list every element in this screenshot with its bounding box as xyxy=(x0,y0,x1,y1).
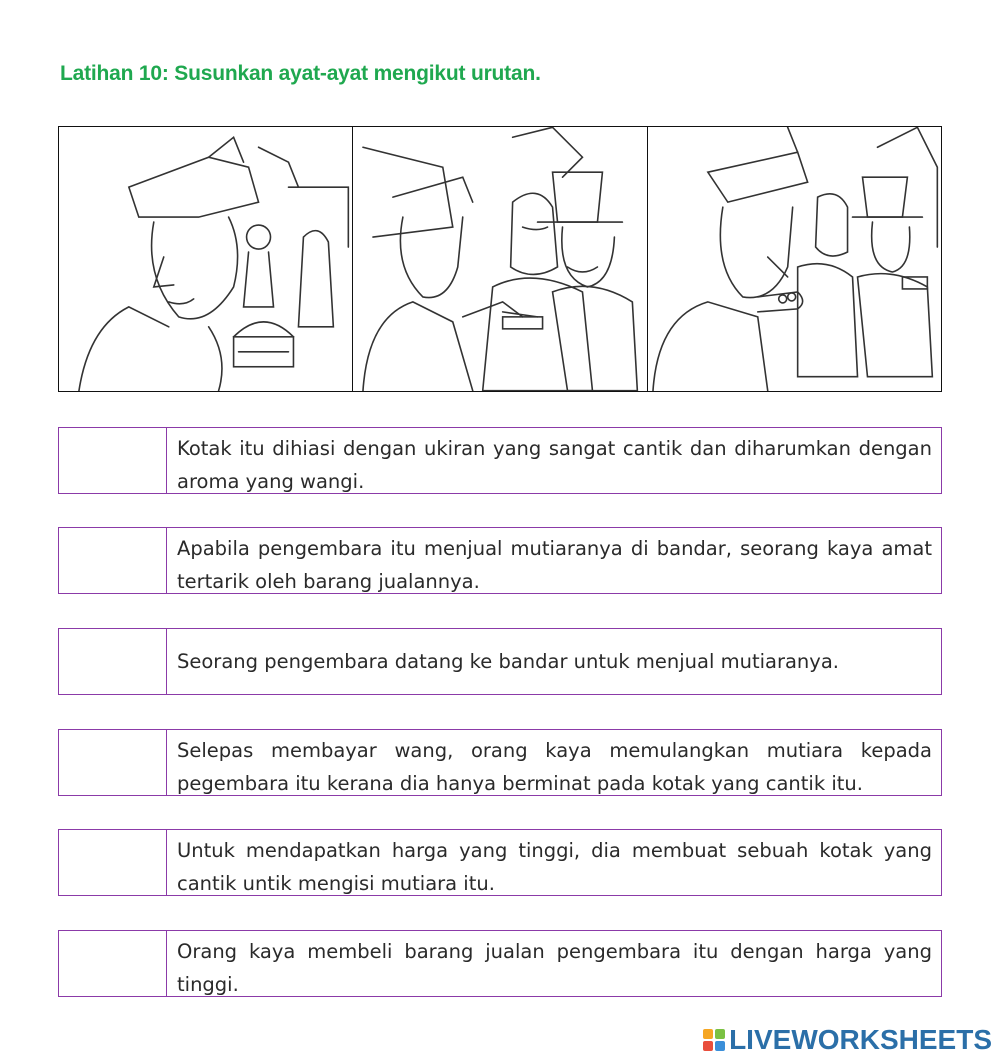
logo-text: LIVEWORKSHEETS xyxy=(729,1024,992,1055)
selling-pearls-illustration xyxy=(353,127,646,391)
liveworksheets-logo[interactable] xyxy=(703,1024,992,1056)
sentence-text: Orang kaya membeli barang jualan pengembara itu dengan harga yang tinggi. xyxy=(177,940,932,996)
order-answer-box[interactable] xyxy=(59,730,167,795)
logo-square xyxy=(703,1041,713,1051)
picture-strip xyxy=(58,126,942,392)
sentence-text: Untuk mendapatkan harga yang tinggi, dia membuat sebuah kotak yang cantik untik mengisi mutiara itu. xyxy=(177,839,932,895)
returning-pearls-illustration xyxy=(648,127,941,391)
exercise-title: Latihan 10: Susunkan ayat-ayat mengikut urutan. xyxy=(60,62,541,85)
sentence-text: Seorang pengembara datang ke bandar untuk menjual mutiaranya. xyxy=(177,650,839,673)
sentence-text: Selepas membayar wang, orang kaya memulangkan mutiara kepada pegembara itu kerana dia hanya berminat pada kotak yang cantik itu. xyxy=(177,739,932,795)
sentence-row xyxy=(58,628,942,695)
order-answer-box[interactable] xyxy=(59,428,167,493)
order-answer-box[interactable] xyxy=(59,830,167,895)
order-answer-box[interactable] xyxy=(59,528,167,593)
sentence-row xyxy=(58,527,942,594)
logo-mark-icon xyxy=(703,1029,725,1051)
logo-square xyxy=(703,1029,713,1039)
logo-square xyxy=(715,1029,725,1039)
traveler-with-box-illustration xyxy=(59,127,352,391)
sentence-row xyxy=(58,829,942,896)
sentence-text: Apabila pengembara itu menjual mutiaranya di bandar, seorang kaya amat tertarik oleh barang jualannya. xyxy=(177,537,932,593)
order-answer-box[interactable] xyxy=(59,931,167,996)
logo-square xyxy=(715,1041,725,1051)
sentence-row xyxy=(58,729,942,796)
picture-panel-2 xyxy=(353,127,647,391)
order-answer-box[interactable] xyxy=(59,629,167,694)
sentence-row xyxy=(58,427,942,494)
picture-panel-1 xyxy=(59,127,353,391)
picture-panel-3 xyxy=(648,127,941,391)
sentence-row xyxy=(58,930,942,997)
sentence-text: Kotak itu dihiasi dengan ukiran yang sangat cantik dan diharumkan dengan aroma yang wangi. xyxy=(177,437,932,493)
